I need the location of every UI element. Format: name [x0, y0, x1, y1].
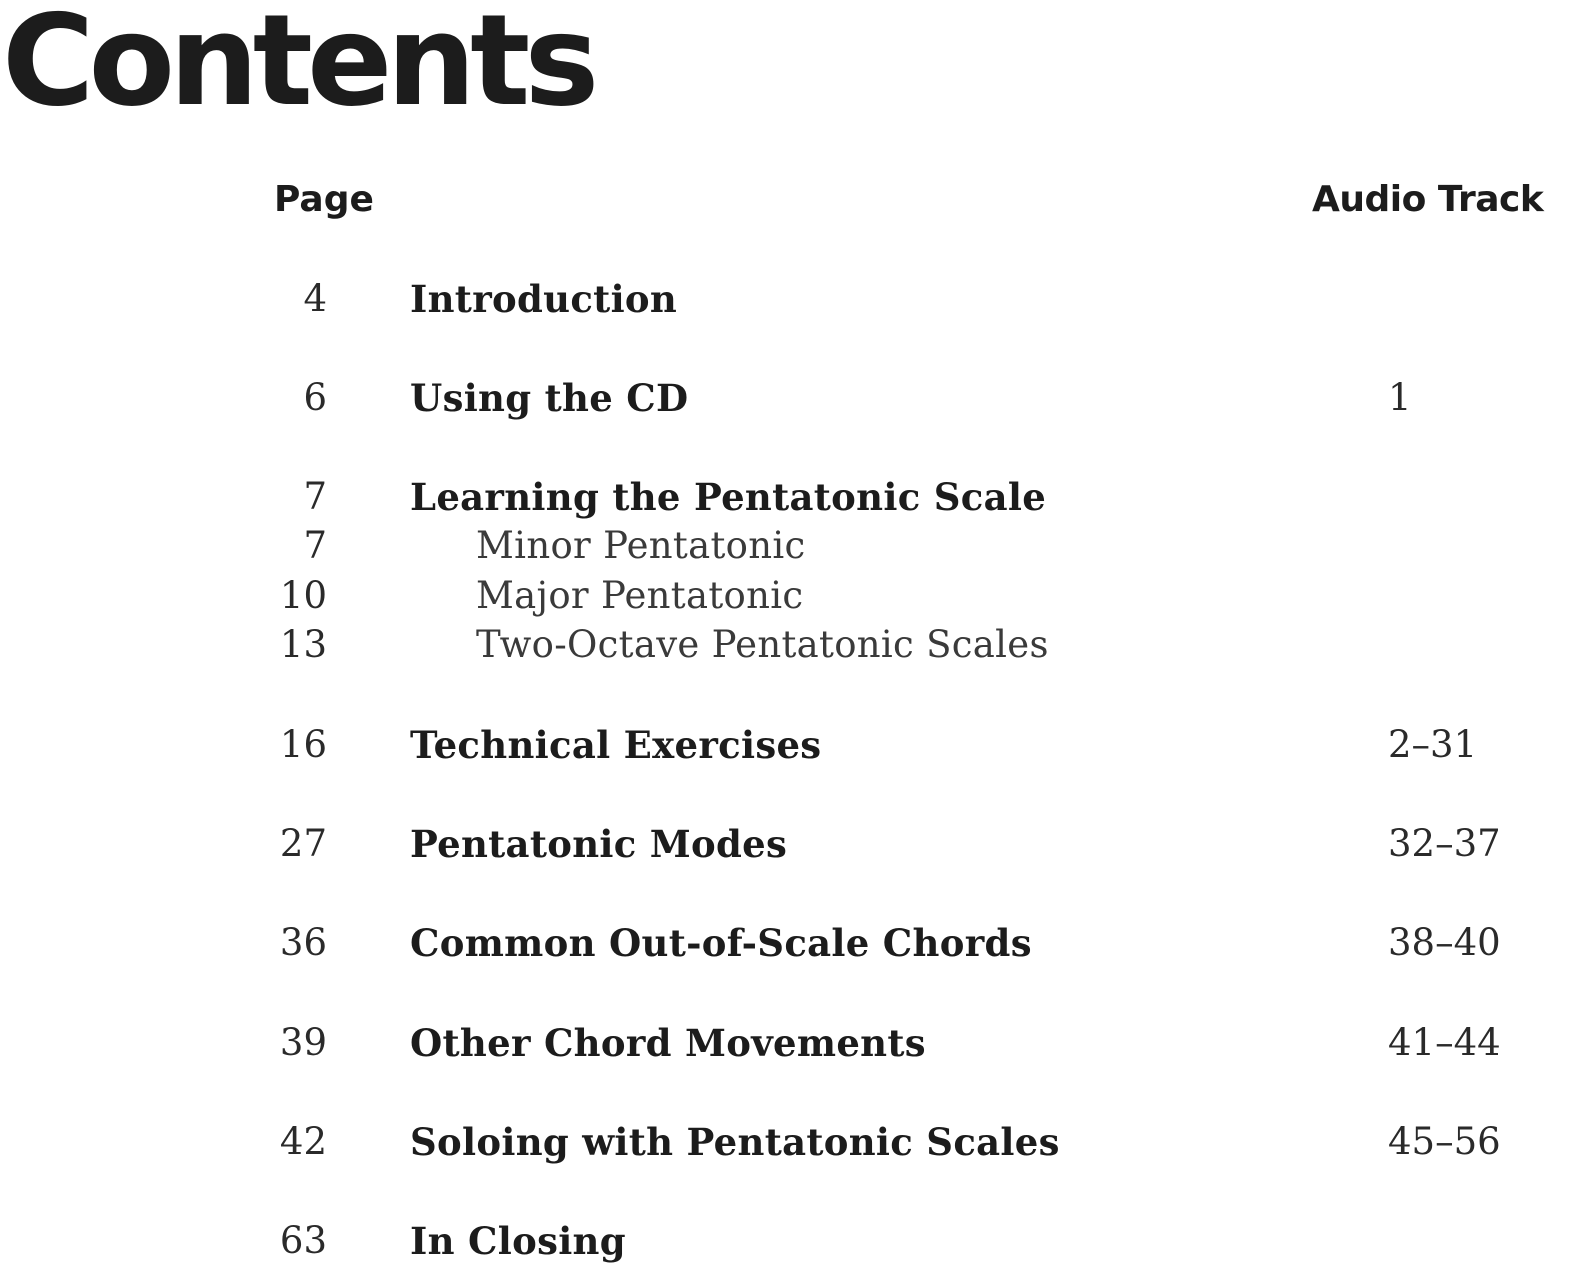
- toc-page-number: 36: [279, 921, 327, 964]
- toc-entry-title: Other Chord Movements: [410, 1021, 926, 1065]
- toc-entry-pentatonic-modes[interactable]: [0, 819, 1585, 869]
- toc-page-number: 42: [279, 1120, 327, 1163]
- toc-entry-title: In Closing: [410, 1219, 626, 1263]
- toc-page-number: 10: [279, 574, 327, 617]
- toc-entry-title: Technical Exercises: [410, 723, 822, 767]
- toc-entry-other-chord-movements[interactable]: [0, 1018, 1585, 1068]
- toc-page-number: 13: [279, 623, 327, 666]
- toc-page-number: 4: [303, 277, 327, 320]
- toc-entry-using-the-cd[interactable]: [0, 373, 1585, 423]
- toc-page-number: 7: [303, 475, 327, 518]
- toc-page-number: 16: [279, 723, 327, 766]
- toc-entry-learning-pentatonic-scale[interactable]: [0, 472, 1585, 522]
- toc-entry-title: Pentatonic Modes: [410, 822, 788, 866]
- toc-audio-track: 38–40: [1388, 921, 1501, 964]
- toc-page-number: 39: [279, 1021, 327, 1064]
- toc-entry-title: Learning the Pentatonic Scale: [410, 475, 1047, 519]
- toc-page-number: 27: [279, 822, 327, 865]
- toc-entry-title: Using the CD: [410, 376, 689, 420]
- toc-page-number: 6: [303, 376, 327, 419]
- toc-entry-title: Soloing with Pentatonic Scales: [410, 1120, 1060, 1164]
- toc-subentry-minor-pentatonic[interactable]: [0, 521, 1585, 571]
- toc-entry-soloing-pentatonic[interactable]: [0, 1117, 1585, 1167]
- toc-subentry-major-pentatonic[interactable]: [0, 571, 1585, 621]
- audio-track-column-header: Audio Track: [1312, 179, 1544, 220]
- page-column-header: Page: [274, 179, 374, 220]
- toc-entry-title: Minor Pentatonic: [476, 524, 806, 567]
- page-title: Contents: [2, 0, 594, 134]
- toc-entry-title: Major Pentatonic: [476, 574, 804, 617]
- toc-audio-track: 41–44: [1388, 1021, 1501, 1064]
- toc-page-number: 63: [279, 1219, 327, 1262]
- toc-entry-title: Two-Octave Pentatonic Scales: [476, 623, 1049, 666]
- toc-audio-track: 2–31: [1388, 723, 1478, 766]
- toc-audio-track: 45–56: [1388, 1120, 1501, 1163]
- toc-entry-out-of-scale-chords[interactable]: [0, 918, 1585, 968]
- toc-entry-title: Common Out-of-Scale Chords: [410, 921, 1032, 965]
- toc-entry-technical-exercises[interactable]: [0, 720, 1585, 770]
- toc-page-number: 7: [303, 524, 327, 567]
- toc-audio-track: 32–37: [1388, 822, 1501, 865]
- toc-entry-title: Introduction: [410, 277, 678, 321]
- toc-subentry-two-octave-pentatonic[interactable]: [0, 620, 1585, 670]
- toc-audio-track: 1: [1388, 376, 1412, 419]
- toc-entry-in-closing[interactable]: [0, 1216, 1585, 1266]
- toc-entry-introduction[interactable]: [0, 274, 1585, 324]
